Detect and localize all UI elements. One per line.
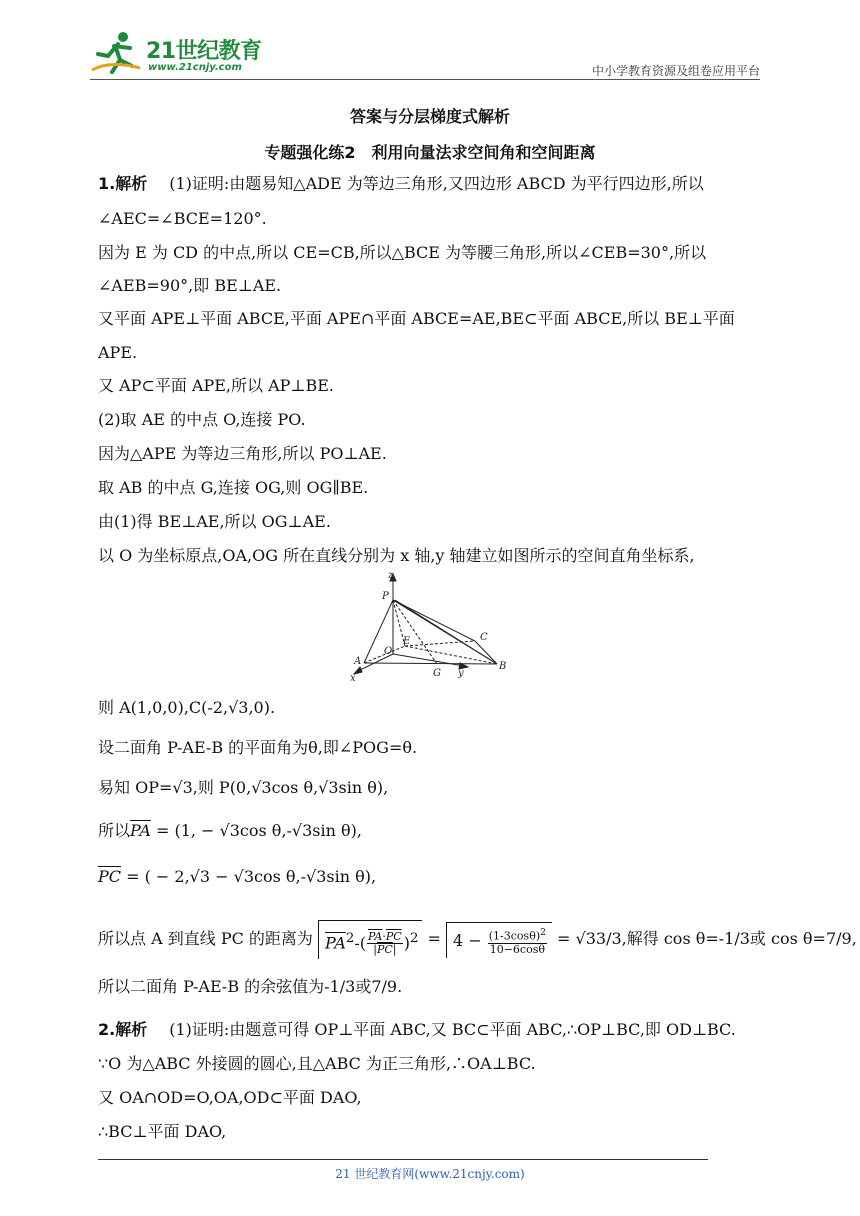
q1-line-8: (2)取 AE 的中点 O,连接 PO. [98,410,306,429]
coordinate-diagram [342,568,520,684]
platform-name: 中小学教育资源及组卷应用平台 [591,64,760,78]
label-B: B [499,661,507,672]
q1-line-12: 以 O 为坐标原点,OA,OG 所在直线分别为 x 轴,y 轴建立如图所示的空间直角坐标系, [98,546,695,565]
label-E: E [403,636,411,647]
q1-line-13: 则 A(1,0,0),C(-2,√3,0). [98,698,276,717]
distance-formula-1: $\overline{PA}^2-$( $\frac{\overline{PA}\cdot\overline{PC}}{|\overline{PC}|}$ )$^2$ [318,920,422,959]
page-header [90,30,760,82]
q2-label: 2.解析 [98,1020,148,1039]
q1-text-18c: ,解得 cos θ=-1/3或 cos θ=7/9, [621,929,857,949]
q1-line-15: 易知 OP=√3,则 P(0,√3cos θ,√3sin θ), [98,778,389,797]
q1-line-16 [98,820,362,842]
q2-line-3: 又 OA∩OD=O,OA,OD⊂平面 DAO, [98,1088,362,1107]
label-G: G [433,668,441,679]
label-x: x [350,673,356,684]
q1-line-2: ∠AEC=∠BCE=120°. [98,209,267,228]
label-C: C [480,632,488,643]
q1-line-1 [98,173,704,195]
runner-logo-icon [90,30,146,76]
site-logo [90,30,265,82]
q1-line-5: 又平面 APE⊥平面 ABCE,平面 APE∩平面 ABCE=AE,BE⊂平面 ABCE,所以 BE⊥平面 [98,309,735,328]
q1-text-18a: 所以点 A 到直线 PC 的距离为 [98,929,313,949]
q1-label: 1.解析 [98,174,148,193]
q1-text-17b: = ( − 2,√3 − √3cos θ,-√3sin θ), [121,867,377,886]
q1-line-7: 又 AP⊂平面 APE,所以 AP⊥BE. [98,376,334,395]
q1-line-6: APE. [98,343,138,362]
label-z: z [388,570,394,581]
page-footer: 21 世纪教育网(www.21cnjy.com) [335,1167,525,1181]
logo-url: www.21cnjy.com [148,62,242,73]
q1-text-16b: = (1, − √3cos θ,-√3sin θ), [150,821,362,840]
q1-line-4: ∠AEB=90°,即 BE⊥AE. [98,276,282,295]
q1-line-14: 设二面角 P-AE-B 的平面角为θ,即∠POG=θ. [98,738,418,757]
q1-line-11: 由(1)得 BE⊥AE,所以 OG⊥AE. [98,512,331,531]
q1-line-17 [98,866,376,888]
q2-line-2: ∵O 为△ABC 外接圆的圆心,且△ABC 为正三角形,∴OA⊥BC. [98,1054,536,1073]
q2-line-1 [98,1019,736,1041]
q1-text-16a: 所以 [98,821,131,840]
logo-text: 21世纪教育 [146,39,262,64]
q1-line-3: 因为 E 为 CD 的中点,所以 CE=CB,所以△BCE 为等腰三角形,所以∠CEB=30°,所以 [98,243,707,262]
label-P: P [382,591,389,602]
q1-line-18: 所以点 A 到直线 PC 的距离为 $\overline{PA}^2-$( $\frac{\overline{PA}\cdot\overline{PC}}{|\overline{PC}|}$ )$^2$ = 4 − $\frac{(1-3\cos\theta)^2}{10-6\cos\theta}$ = √33/3,解得 cos θ=-1/3或 cos θ=7/9, [98,920,857,959]
label-A: A [354,656,362,667]
q1-text-18b: = √33/3 [557,929,622,949]
q2-text-1: (1)证明:由题意可得 OP⊥平面 ABC,又 BC⊂平面 ABC,∴OP⊥BC,即 OD⊥BC. [169,1020,736,1039]
q2-line-4: ∴BC⊥平面 DAO, [98,1122,227,1141]
label-y: y [458,668,464,679]
header-divider [90,79,760,80]
q1-text-1: (1)证明:由题易知△ADE 为等边三角形,又四边形 ABCD 为平行四边形,所以 [169,174,704,193]
q1-line-9: 因为△APE 为等边三角形,所以 PO⊥AE. [98,444,387,463]
label-O: O [384,646,393,657]
q1-line-10: 取 AB 的中点 G,连接 OG,则 OG∥BE. [98,478,369,497]
page-title: 答案与分层梯度式解析 [349,107,510,126]
page-subtitle: 专题强化练2 利用向量法求空间角和空间距离 [264,143,596,162]
vector-PC: $\overline{PC}$ [98,867,122,886]
q1-line-19: 所以二面角 P-AE-B 的余弦值为-1/3或7/9. [98,977,403,996]
vector-PA: $\overline{PA}$ [130,821,151,840]
footer-divider [98,1159,708,1160]
distance-formula-2: 4 − $\frac{(1-3\cos\theta)^2}{10-6\cos\theta}$ [446,922,552,958]
